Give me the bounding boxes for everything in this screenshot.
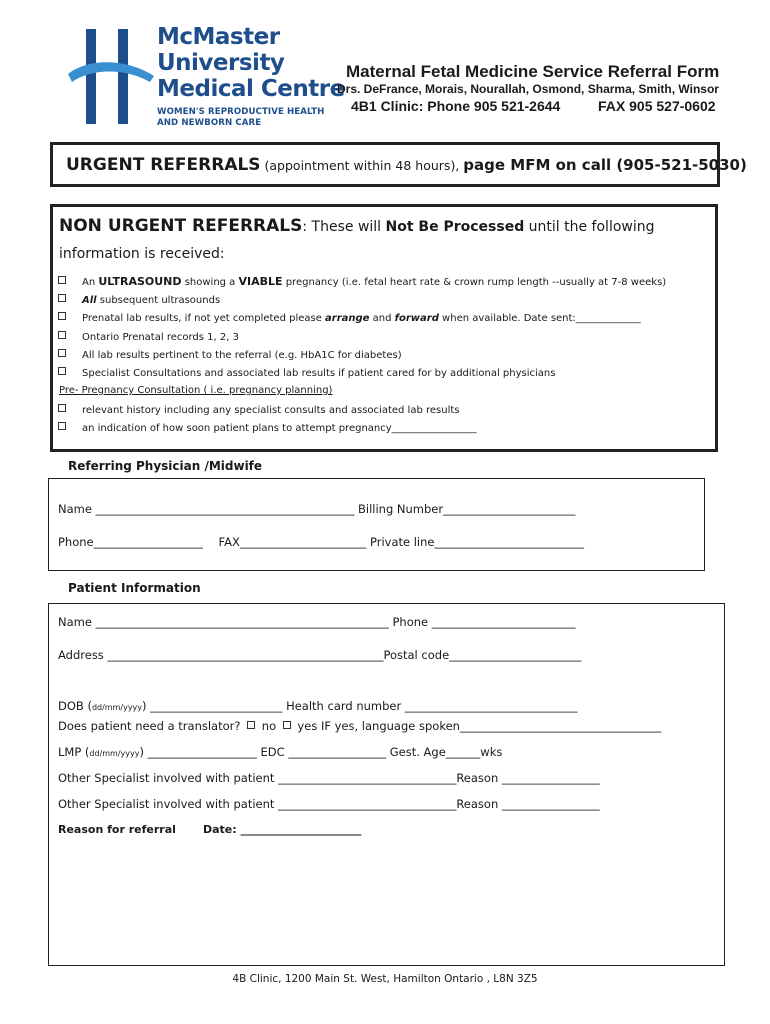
- physician-fax-field[interactable]: FAX______________________ Private line__________________________: [218, 535, 584, 549]
- logo-line-2: University: [157, 50, 285, 76]
- checklist-item: All subsequent ultrasounds: [58, 294, 220, 306]
- mcmaster-logo-icon: [66, 26, 156, 126]
- checkbox-pregnancy-timing[interactable]: [58, 422, 66, 430]
- non-urgent-colon-text: : These will: [302, 219, 386, 235]
- reason-for-referral-label: Reason for referral: [58, 823, 176, 836]
- checkbox-prenatal-labs[interactable]: [58, 312, 66, 320]
- translator-yes-checkbox[interactable]: [283, 721, 291, 729]
- checklist-item: an indication of how soon patient plans to attempt pregnancy_________________: [58, 422, 477, 434]
- non-urgent-heading: [59, 216, 655, 236]
- logo-line-1: McMaster: [157, 24, 280, 50]
- logo-subtitle-2: AND NEWBORN CARE: [157, 118, 262, 128]
- doctors-list: Drs. DeFrance, Morais, Nourallah, Osmond, Sharma, Smith, Winsor: [337, 82, 719, 96]
- patient-name-field[interactable]: Name ___________________________________________________ Phone _________________________: [58, 615, 576, 629]
- checkbox-lab-results[interactable]: [58, 349, 66, 357]
- physician-box: [48, 478, 705, 571]
- logo-subtitle-1: WOMEN'S REPRODUCTIVE HEALTH: [157, 107, 325, 117]
- checklist-item: Specialist Consultations and associated lab results if patient cared for by additional physicians: [58, 367, 555, 379]
- urgent-referrals-text: [66, 155, 747, 175]
- non-urgent-until: until the following: [524, 219, 655, 235]
- translator-field: Does patient need a translator? no yes IF yes, language spoken___________________________________: [58, 719, 662, 733]
- checkbox-relevant-history[interactable]: [58, 404, 66, 412]
- patient-dob-field[interactable]: DOB (dd/mm/yyyy) _______________________ Health card number ______________________________: [58, 699, 578, 713]
- clinic-phone: 4B1 Clinic: Phone 905 521-2644: [351, 98, 561, 114]
- patient-information-label: Patient Information: [68, 581, 201, 595]
- form-title: Maternal Fetal Medicine Service Referral Form: [346, 62, 720, 81]
- checkbox-specialist-consults[interactable]: [58, 367, 66, 375]
- non-urgent-line-2: information is received:: [59, 246, 225, 262]
- checkbox-prenatal-records[interactable]: [58, 331, 66, 339]
- checklist-item: All lab results pertinent to the referral (e.g. HbA1C for diabetes): [58, 349, 402, 361]
- lmp-field[interactable]: LMP (dd/mm/yyyy) ___________________ EDC _________________ Gest. Age______wks: [58, 745, 503, 759]
- checklist-item: An ULTRASOUND showing a VIABLE pregnancy (i.e. fetal heart rate & crown rump length --usually at 7-8 weeks): [58, 275, 666, 288]
- urgent-detail: (appointment within 48 hours),: [260, 158, 464, 173]
- physician-phone-field[interactable]: Phone___________________ FAX______________________ Private line__________________________: [58, 535, 584, 549]
- urgent-heading: URGENT REFERRALS: [66, 155, 261, 175]
- other-specialist-1-field[interactable]: Other Specialist involved with patient _______________________________Reason _________________: [58, 771, 600, 785]
- not-processed-text: Not Be Processed: [385, 219, 525, 235]
- other-specialist-2-field[interactable]: Other Specialist involved with patient _______________________________Reason _________________: [58, 797, 600, 811]
- checkbox-subsequent-ultrasounds[interactable]: [58, 294, 66, 302]
- checklist-item: Ontario Prenatal records 1, 2, 3: [58, 331, 239, 343]
- checklist-item: relevant history including any specialist consults and associated lab results: [58, 404, 459, 416]
- checkbox-ultrasound[interactable]: [58, 276, 66, 284]
- non-urgent-title: NON URGENT REFERRALS: [59, 216, 303, 236]
- clinic-address-footer: 4B Clinic, 1200 Main St. West, Hamilton Ontario , L8N 3Z5: [232, 973, 538, 985]
- pre-pregnancy-heading: Pre- Pregnancy Consultation ( i.e. pregnancy planning): [59, 385, 333, 396]
- logo-line-3: Medical Centre: [157, 76, 345, 102]
- referring-physician-label: Referring Physician /Midwife: [68, 459, 263, 473]
- checklist-item: Prenatal lab results, if not yet completed please arrange and forward when available. Date sent:_____________: [58, 312, 641, 324]
- urgent-page-mfm: page MFM on call (905-521-5030): [463, 156, 747, 174]
- translator-no-checkbox[interactable]: [247, 721, 255, 729]
- referral-date-field[interactable]: Date: ______________________: [203, 823, 362, 836]
- physician-name-field[interactable]: Name _____________________________________________ Billing Number_______________________: [58, 502, 576, 516]
- clinic-fax: FAX 905 527-0602: [598, 98, 716, 114]
- patient-address-field[interactable]: Address ________________________________________________Postal code_______________________: [58, 648, 582, 662]
